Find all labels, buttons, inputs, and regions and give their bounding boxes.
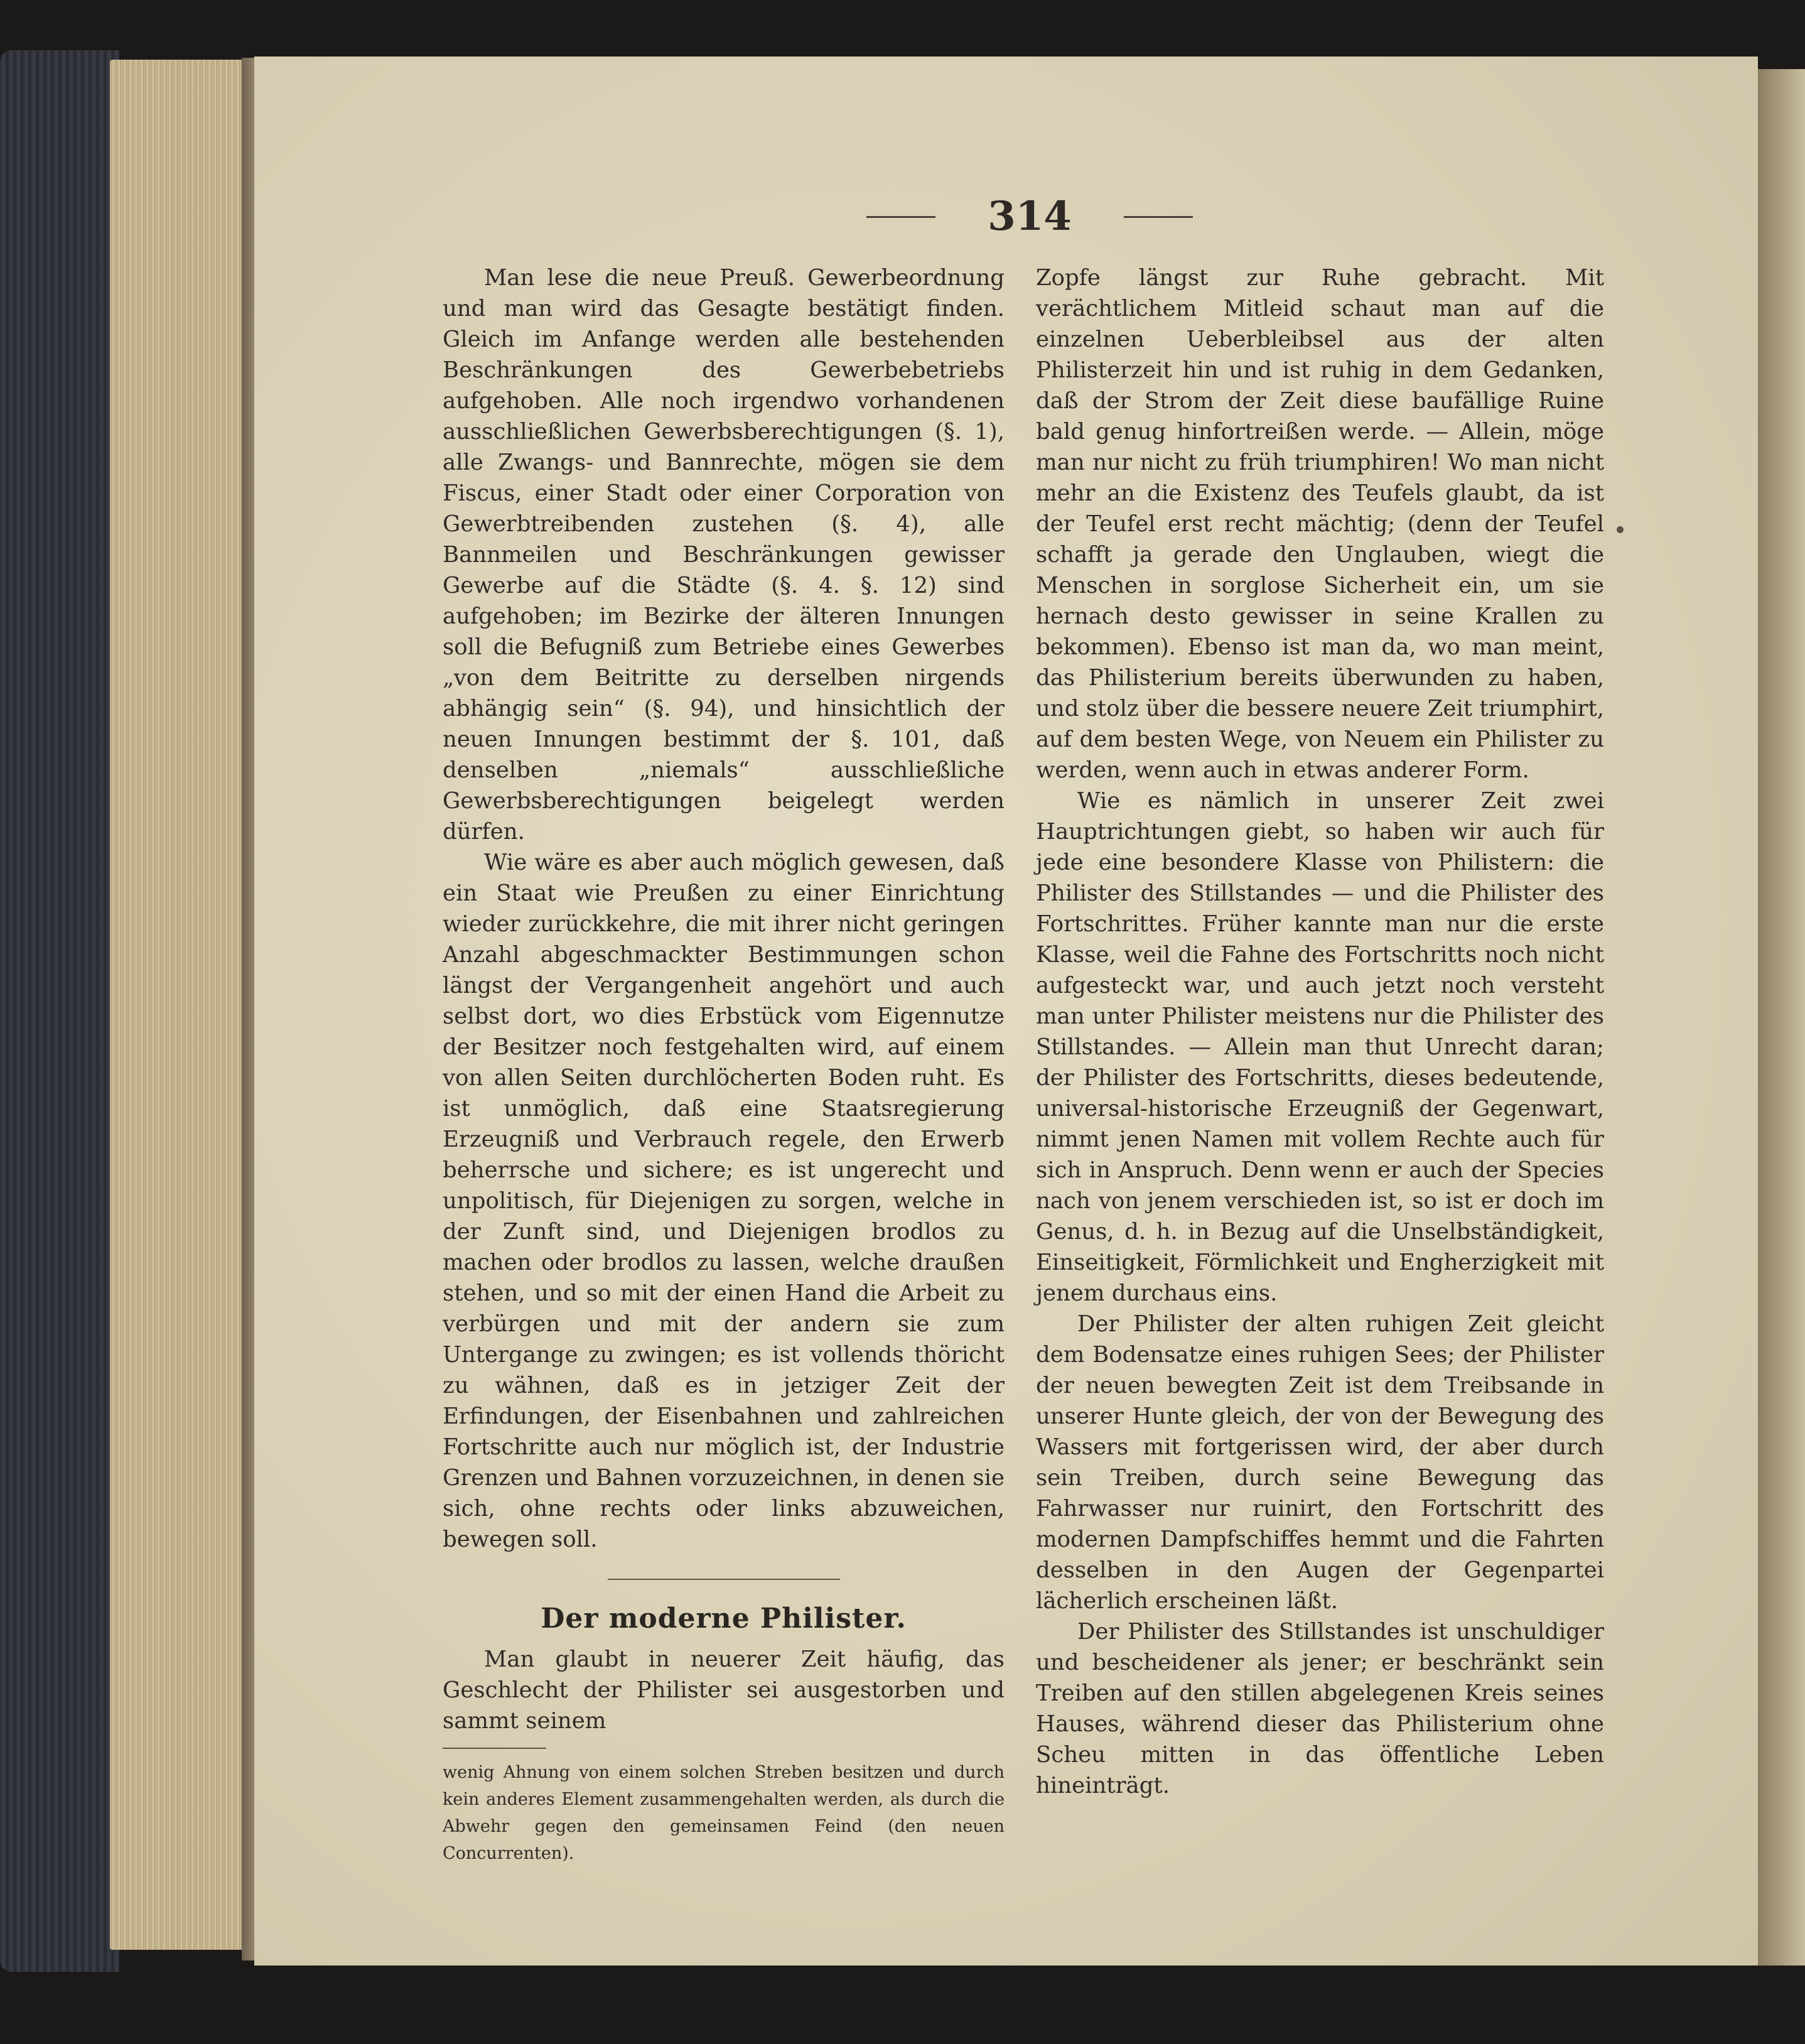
facing-page-edge [1758, 69, 1805, 1966]
page-stack-edges [110, 60, 254, 1950]
book-cover-edge [0, 50, 119, 1972]
paragraph: Der Philister der alten ruhigen Zeit gleicht dem Bodensatze eines ruhigen Sees; der Philister der neuen bewegten Zeit ist dem Treibsande in unserer Hunte gleich, der von der Bewegung des Wassers mit fortgerissen wird, der aber durch sein Treiben, durch seine Bewegung das Fahrwasser nur ruinirt, den Fortschritt des modernen Dampfschiffes hemmt und die Fahrten desselben in den Augen der Gegenpartei lächerlich erscheinen läßt. [1036, 1311, 1604, 1614]
paragraph: Wie wäre es aber auch möglich gewesen, daß ein Staat wie Preußen zu einer Einrichtung wieder zurückkehre, die mit ihrer nicht geringen Anzahl abgeschmackter Bestimmungen schon längst der Vergangenheit angehört und auch selbst dort, wo dies Erbstück vom Eigennutze der Besitzer noch festgehalten wird, auf einem von allen Seiten durchlöcherten Boden ruht. Es ist unmöglich, daß eine Staatsregierung Erzeugniß und Verbrauch regele, den Erwerb beherrsche und sichere; es ist ungerecht und unpolitisch, für Diejenigen zu sorgen, welche in der Zunft sind, und Diejenigen brodlos zu machen oder brodlos zu lassen, welche draußen stehen, und so mit der einen Hand die Arbeit zu verbürgen und mit der andern sie zum Untergange zu zwingen; es ist vollends thöricht zu wähnen, daß es in jetziger Zeit der Erfindungen, der Eisenbahnen und zahlreichen Fortschritte auch nur möglich ist, der Industrie Grenzen und Bahnen vorzuzeichnen, in denen sie sich, ohne rechts oder links abzuweichen, bewegen soll. [443, 850, 1005, 1552]
page-number: 314 [988, 193, 1072, 240]
left-column [443, 262, 1005, 1867]
section-separator [608, 1579, 840, 1580]
footnote-rule [443, 1748, 546, 1749]
right-column [1036, 262, 1604, 1801]
paragraph: Man glaubt in neuerer Zeit häufig, das Geschlecht der Philister sei ausgestorben und sammt seinem [443, 1647, 1005, 1734]
ink-dot [1617, 526, 1624, 533]
page-header [866, 188, 1193, 245]
paragraph: Zopfe längst zur Ruhe gebracht. Mit verächtlichem Mitleid schaut man auf die einzelnen Ueberbleibsel aus der alten Philisterzeit hin und ist ruhig in dem Gedanken, daß der Strom der Zeit diese baufällige Ruine bald genug hinfortreißen werde. — Allein, möge man nur nicht zu früh triumphiren! Wo man nicht mehr an die Existenz des Teufels glaubt, da ist der Teufel erst recht mächtig; (denn der Teufel schafft ja gerade den Unglauben, wiegt die Menschen in sorglose Sicherheit ein, um sie hernach desto gewisser in seine Krallen zu bekommen). Ebenso ist man da, wo man meint, das Philisterium bereits überwunden zu haben, und stolz über die bessere neuere Zeit triumphirt, auf dem besten Wege, von Neuem ein Philister zu werden, wenn auch in etwas anderer Form. [1036, 265, 1604, 783]
paragraph: Wie es nämlich in unserer Zeit zwei Hauptrichtungen giebt, so haben wir auch für jede eine besondere Klasse von Philistern: die Philister des Stillstandes — und die Philister des Fortschrittes. Früher kannte man nur die erste Klasse, weil die Fahne des Fortschritts noch nicht aufgesteckt war, und auch jetzt noch versteht man unter Philister meistens nur die Philister des Stillstandes. — Allein man thut Unrecht daran; der Philister des Fortschritts, dieses bedeutende, universal-historische Erzeugniß der Gegenwart, nimmt jenen Namen mit vollem Rechte auch für sich in Anspruch. Denn wenn er auch der Species nach von jenem verschieden ist, so ist er doch im Genus, d. h. in Bezug auf die Unselbständigkeit, Einseitigkeit, Förmlichkeit und Engherzigkeit mit jenem durchaus eins. [1036, 788, 1604, 1306]
paragraph: Man lese die neue Preuß. Gewerbeordnung und man wird das Gesagte bestätigt finden. Gleich im Anfange werden alle bestehenden Beschränkungen des Gewerbebetriebs aufgehoben. Alle noch irgendwo vorhandenen ausschließlichen Gewerbsberechtigungen (§. 1), alle Zwangs- und Bannrechte, mögen sie dem Fiscus, einer Stadt oder einer Corporation von Gewerbtreibenden zustehen (§. 4), alle Bannmeilen und Beschränkungen gewisser Gewerbe auf die Städte (§. 4. §. 12) sind aufgehoben; im Bezirke der älteren Innungen soll die Befugniß zum Betriebe eines Gewerbes „von dem Beitritte zu derselben nirgends abhängig sein“ (§. 94), und hinsichtlich der neuen Innungen bestimmt der §. 101, daß denselben „niemals“ ausschließliche Gewerbsberechtigungen beigelegt werden dürfen. [443, 265, 1005, 845]
header-rule-right [1124, 216, 1193, 218]
paragraph: Der Philister des Stillstandes ist unschuldiger und bescheidener als jener; er beschränkt sein Treiben auf den stillen abgelegenen Kreis seines Hauses, während dieser das Philisterium ohne Scheu mitten in das öffentliche Leben hineinträgt. [1036, 1619, 1604, 1798]
footnote: wenig Ahnung von einem solchen Streben besitzen und durch kein anderes Element zusammengehalten werden, als durch die Abwehr gegen den gemeinsamen Feind (den neuen Concurrenten). [443, 1763, 1005, 1863]
article-heading: Der moderne Philister. [541, 1603, 907, 1635]
